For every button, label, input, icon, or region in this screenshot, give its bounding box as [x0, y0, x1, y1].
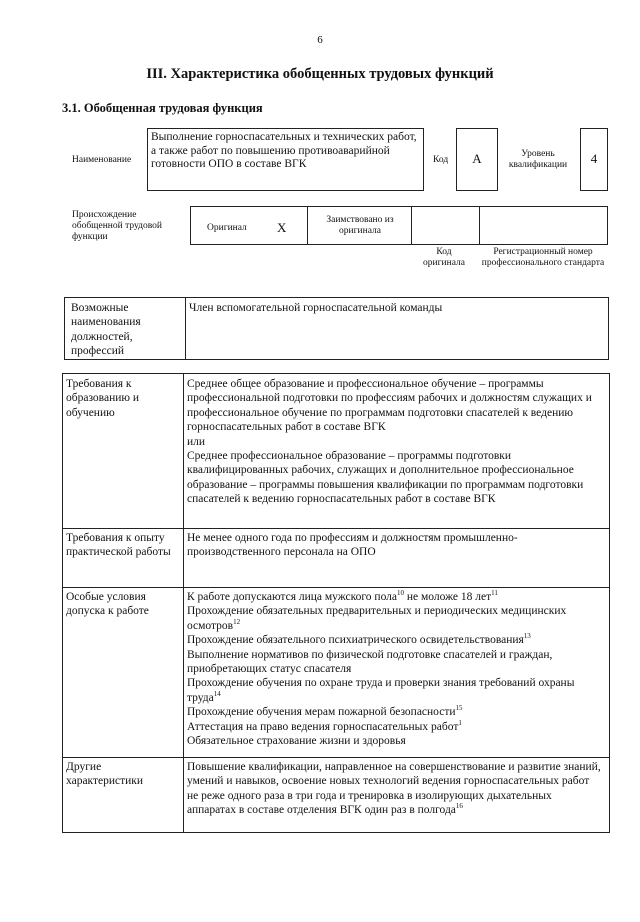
code-label: Код [433, 155, 449, 165]
origin-divider-3 [479, 207, 480, 244]
name-label: Наименование [72, 155, 132, 165]
positions-value: Член вспомогательной горноспасательной команды [189, 302, 443, 314]
other-label: Другие характеристики [66, 761, 144, 788]
experience-label: Требования к опыту практической работы [66, 532, 171, 559]
education-value [187, 377, 603, 507]
education-line-1: Среднее общее образование и профессиональное обучение – программы профессиональной подготовки по профессиям рабочих и должностям служащих и профессиональное обучение по программам подготовки спасателей к ведению горноспасательных работ в составе ВГК [187, 378, 592, 434]
access-item: Выполнение нормативов по физической подготовке спасателей и граждан, приобретающих статус спасателя [187, 648, 553, 676]
origin-divider-2 [411, 207, 412, 244]
level-value: 4 [590, 151, 598, 166]
row-separator-3 [63, 757, 609, 758]
access-item: Аттестация на право ведения горноспасательных работ$^1$ [187, 718, 462, 733]
other-footnote: 16 [455, 802, 463, 811]
code-caption: Код оригинала [423, 247, 465, 268]
reg-caption: Регистрационный номер профессионального стандарта [481, 247, 605, 268]
positions-table [64, 297, 609, 360]
requirements-table [62, 373, 610, 833]
original-mark: X [277, 220, 287, 235]
access-list [187, 590, 603, 748]
positions-label: Возможные наименования должностей, профессий [71, 302, 141, 358]
section-heading: III. Характеристика обобщенных трудовых функций [146, 66, 494, 82]
subsection-heading: 3.1. Обобщенная трудовая функция [62, 101, 263, 115]
access-item: Обязательное страхование жизни и здоровья [187, 735, 406, 748]
level-value-box [580, 128, 608, 191]
education-line-3: Среднее профессиональное образование – программы подготовки квалифицированных рабочих, служащих и дополнительное профессиональное образование – программы повышения квалификации по программам подготовки спасателей к ведению горноспасательных работ в составе ВГК [187, 450, 584, 506]
origin-table [190, 206, 608, 245]
name-value: Выполнение горноспасательных и технических работ, а также работ по повышению противоаварийной готовности ОПО в составе ВГК [151, 131, 417, 170]
original-label: Оригинал [207, 223, 247, 233]
access-item: Прохождение обязательного психиатрического освидетельствования$^{13}$ [187, 632, 531, 647]
access-item: К работе допускаются лица мужского пола$^{10}$ не моложе 18 лет$^{11}$ [187, 589, 498, 603]
access-label: Особые условия допуска к работе [66, 591, 149, 618]
requirements-divider [183, 374, 184, 832]
origin-divider-1 [307, 207, 308, 244]
row-separator-2 [63, 587, 609, 588]
code-value: А [472, 151, 482, 166]
access-item: Прохождение обучения по охране труда и проверки знания требований охраны труда$^{14}$ [187, 677, 575, 704]
code-value-box [456, 128, 498, 191]
other-value: Повышение квалификации, направленное на совершенствование и развитие знаний, умений и навыков, освоение новых технологий ведения горноспасательных работ не реже одного раза в три года и тренировка в изолирующих дыхательных аппаратах в составе отделения ВГК один раз в полгода$^{16}$ [187, 761, 601, 817]
education-label: Требования к образованию и обучению [66, 378, 139, 419]
page-number: 6 [317, 34, 323, 46]
access-item: Прохождение обязательных предварительных и периодических медицинских осмотров$^{12}$ [187, 605, 567, 632]
experience-value: Не менее одного года по профессиям и должностям промышленно-производственного персонала на ОПО [187, 532, 518, 559]
education-line-2: или [187, 435, 206, 448]
access-item: Прохождение обучения мерам пожарной безопасности$^{15}$ [187, 704, 463, 719]
origin-label: Происхождение обобщенной трудовой функции [72, 210, 162, 242]
borrowed-label: Заимствовано из оригинала [326, 215, 394, 236]
level-label: Уровень квалификации [508, 149, 568, 170]
name-value-box [147, 128, 424, 191]
row-separator-1 [63, 528, 609, 529]
